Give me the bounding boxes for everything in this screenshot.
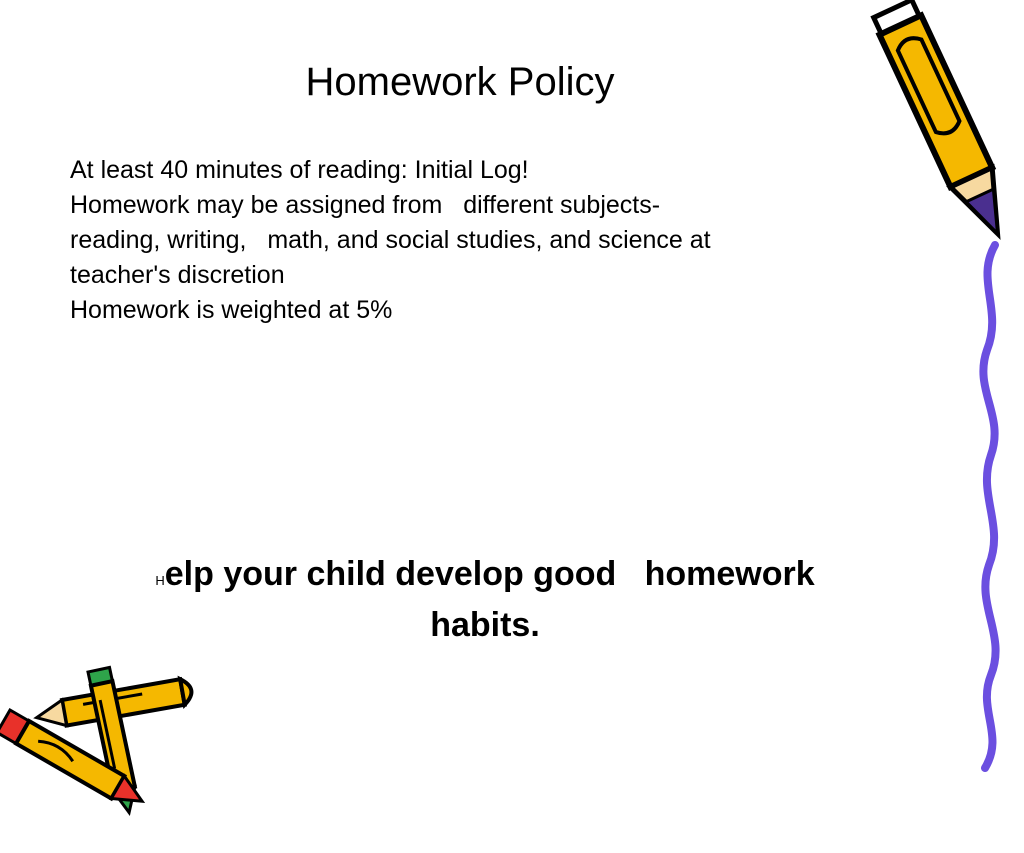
- tagline-line2: habits.: [430, 606, 540, 644]
- slide-title: Homework Policy: [305, 60, 615, 104]
- tagline: [90, 552, 880, 648]
- body-line-reading-log: At least 40 minutes of reading: Initial Log!: [70, 156, 529, 184]
- crossed-pencils-icon: [0, 660, 210, 820]
- slide-body: [70, 153, 870, 328]
- wavy-line: [965, 240, 1015, 775]
- body-line-subjects: Homework may be assigned from different subjects-: [70, 191, 661, 219]
- tagline-first-letter: H: [155, 573, 165, 588]
- pencil-icon: [858, 0, 1008, 265]
- body-line-discretion: teacher's discretion: [70, 261, 285, 289]
- body-line-weight: Homework is weighted at 5%: [70, 296, 393, 324]
- tagline-line1: elp your child develop good homework: [164, 555, 815, 593]
- body-line-subjects-list: reading, writing, math, and social studies, and science at: [70, 226, 711, 254]
